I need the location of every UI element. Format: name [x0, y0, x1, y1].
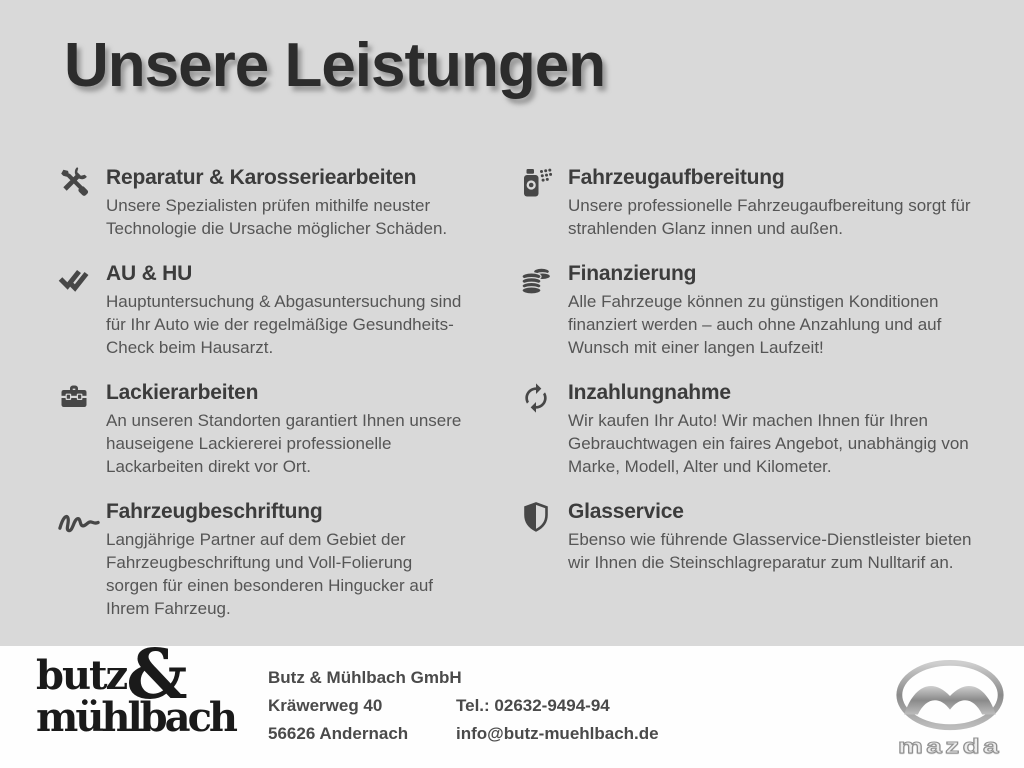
service-item-finanzierung — [520, 262, 986, 359]
dealer-logo-ampersand: & — [126, 635, 188, 715]
double-check-icon — [58, 263, 92, 295]
service-body: Ebenso wie führende Glasservice-Dienstleister bieten wir Ihnen die Steinschlagreparatur zum Nulltarif an. — [568, 530, 972, 572]
services-grid — [58, 166, 986, 620]
company-name: Butz & Mühlbach GmbH — [268, 668, 462, 687]
coins-icon — [520, 263, 554, 295]
email-address: info@butz-muehlbach.de — [456, 724, 659, 743]
contact-block — [268, 668, 659, 743]
service-title: Reparatur & Karosseriearbeiten — [106, 166, 417, 189]
address-street: Kräwerweg 40 — [268, 696, 383, 715]
dealer-logo-word1: butz — [36, 652, 127, 700]
service-item-au-hu — [58, 262, 520, 359]
service-item-aufbereitung — [520, 166, 986, 240]
mazda-wordmark: mazda — [898, 735, 1002, 758]
service-title: Finanzierung — [568, 262, 697, 285]
service-body: Unsere professionelle Fahrzeugaufbereitung sorgt für strahlenden Glanz innen und außen. — [568, 196, 971, 238]
service-title: Lackierarbeiten — [106, 381, 259, 404]
service-body: An unseren Standorten garantiert Ihnen unsere hauseigene Lackiererei professionelle Lackarbeiten direkt vor Ort. — [106, 411, 462, 476]
mazda-logo — [886, 658, 1014, 764]
service-title: Fahrzeugbeschriftung — [106, 500, 323, 523]
shield-icon — [520, 501, 554, 533]
service-item-lackierarbeiten — [58, 381, 520, 478]
service-item-inzahlungnahme — [520, 381, 986, 478]
service-body: Hauptuntersuchung & Abgasuntersuchung sind für Ihr Auto wie der regelmäßige Gesundheits-Check beim Hausarzt. — [106, 292, 462, 357]
mazda-emblem-icon — [891, 658, 1009, 734]
page-title: Unsere Leistungen — [64, 31, 606, 100]
tools-icon — [58, 167, 92, 199]
address-city: 56626 Andernach — [268, 724, 409, 743]
toolbox-icon — [58, 382, 92, 414]
refresh-icon — [520, 382, 554, 414]
spray-can-icon — [520, 167, 554, 199]
signature-icon — [58, 501, 92, 535]
service-item-reparatur — [58, 166, 520, 240]
service-item-beschriftung — [58, 500, 520, 620]
service-body: Langjährige Partner auf dem Gebiet der Fahrzeugbeschriftung und Voll-Folierung sorgen für einen besonderen Hingucker auf Ihrem Fahrzeug. — [106, 530, 433, 618]
footer — [0, 635, 1024, 768]
service-title: Glasservice — [568, 500, 684, 523]
service-item-glasservice — [520, 500, 986, 620]
phone-number: Tel.: 02632-9494-94 — [456, 696, 610, 715]
dealer-logo — [36, 635, 236, 742]
service-body: Wir kaufen Ihr Auto! Wir machen Ihnen für Ihren Gebrauchtwagen ein faires Angebot, unabhängig von Marke, Modell, Alter und Kilometer. — [568, 411, 969, 476]
service-title: Inzahlungnahme — [568, 381, 731, 404]
service-title: AU & HU — [106, 262, 193, 285]
service-body: Unsere Spezialisten prüfen mithilfe neuster Technologie die Ursache möglicher Schäden. — [106, 196, 448, 238]
dealer-logo-word2: mühlbach — [36, 694, 236, 742]
service-title: Fahrzeugaufbereitung — [568, 166, 785, 189]
service-body: Alle Fahrzeuge können zu günstigen Konditionen finanziert werden – auch ohne Anzahlung und auf Wunsch mit einer langen Laufzeit! — [568, 292, 942, 357]
